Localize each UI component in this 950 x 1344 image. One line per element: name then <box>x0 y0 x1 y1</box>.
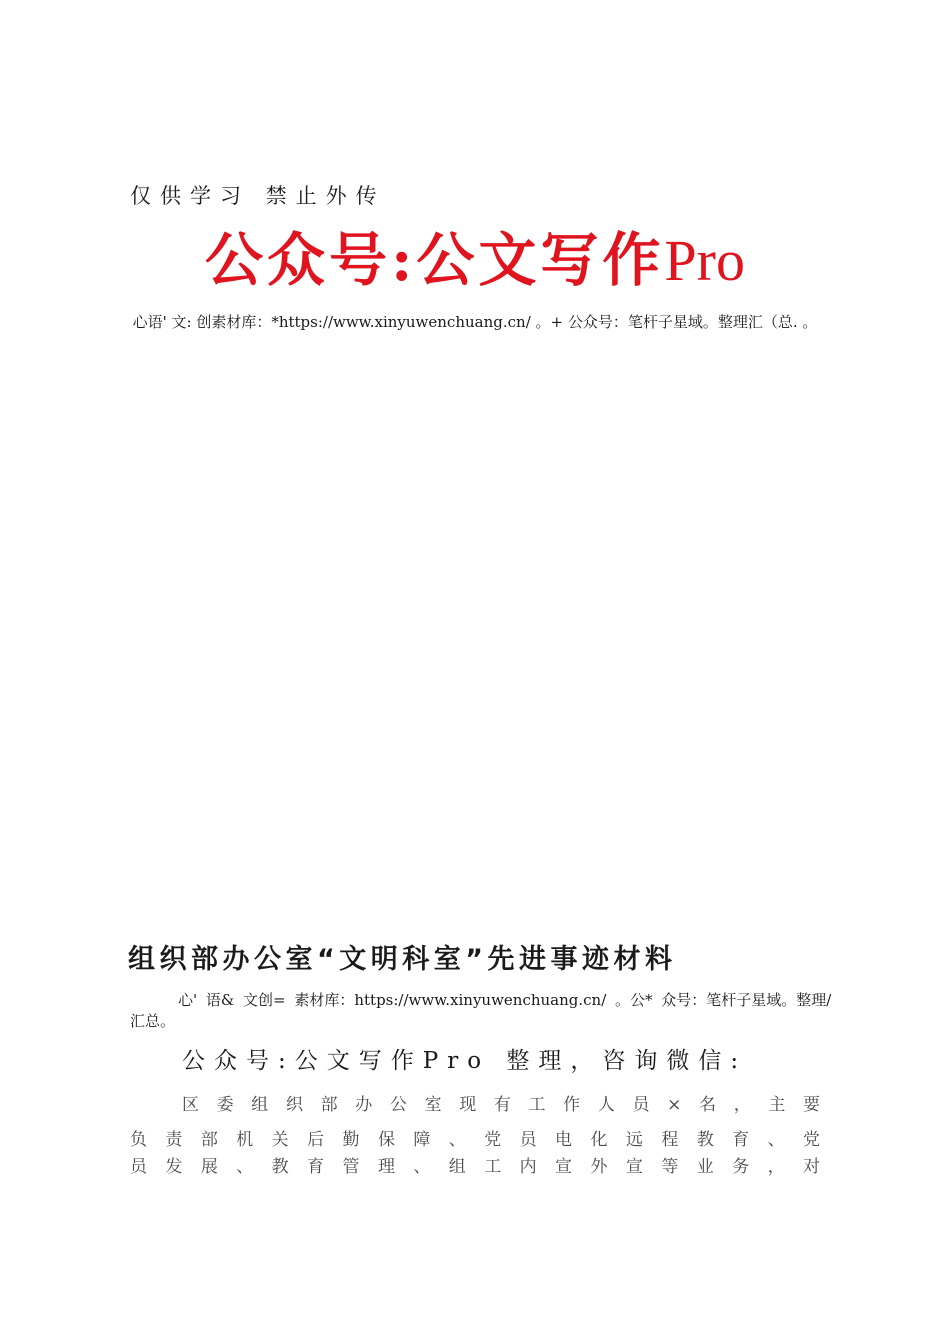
restriction-notice: 仅供学习 禁止外传 <box>130 184 386 208</box>
source-note-top: 心语' 文: 创素材库：*https://www.xinyuwenchuang.cn/ 。+ 公众号：笔杆子星域。整理汇（总. 。 <box>132 313 818 331</box>
brand-banner <box>0 224 950 297</box>
body-paragraph <box>130 1092 820 1181</box>
source-note-article: 心' 语& 文创= 素材库：https://www.xinyuwenchuang.cn/ 。公* 众号：笔杆子星域。整理/ 汇总。 <box>130 991 832 1030</box>
document-title: 组织部办公室“文明科室”先进事迹材料 <box>128 944 677 975</box>
paragraph-line: 负责部机关后勤保障、党员电化远程教育、党 <box>130 1130 820 1150</box>
paragraph-line: 区委组织部办公室现有工作人员×名，主要 <box>182 1095 820 1115</box>
brand-suffix: Pro <box>664 228 745 293</box>
paragraph-line: 员发展、教育管理、组工内宣外宣等业务，对 <box>130 1157 820 1177</box>
promo-line: 公众号:公文写作Pro 整理，咨询微信: <box>182 1048 748 1074</box>
brand-name: 公众号:公文写作 <box>205 226 665 294</box>
